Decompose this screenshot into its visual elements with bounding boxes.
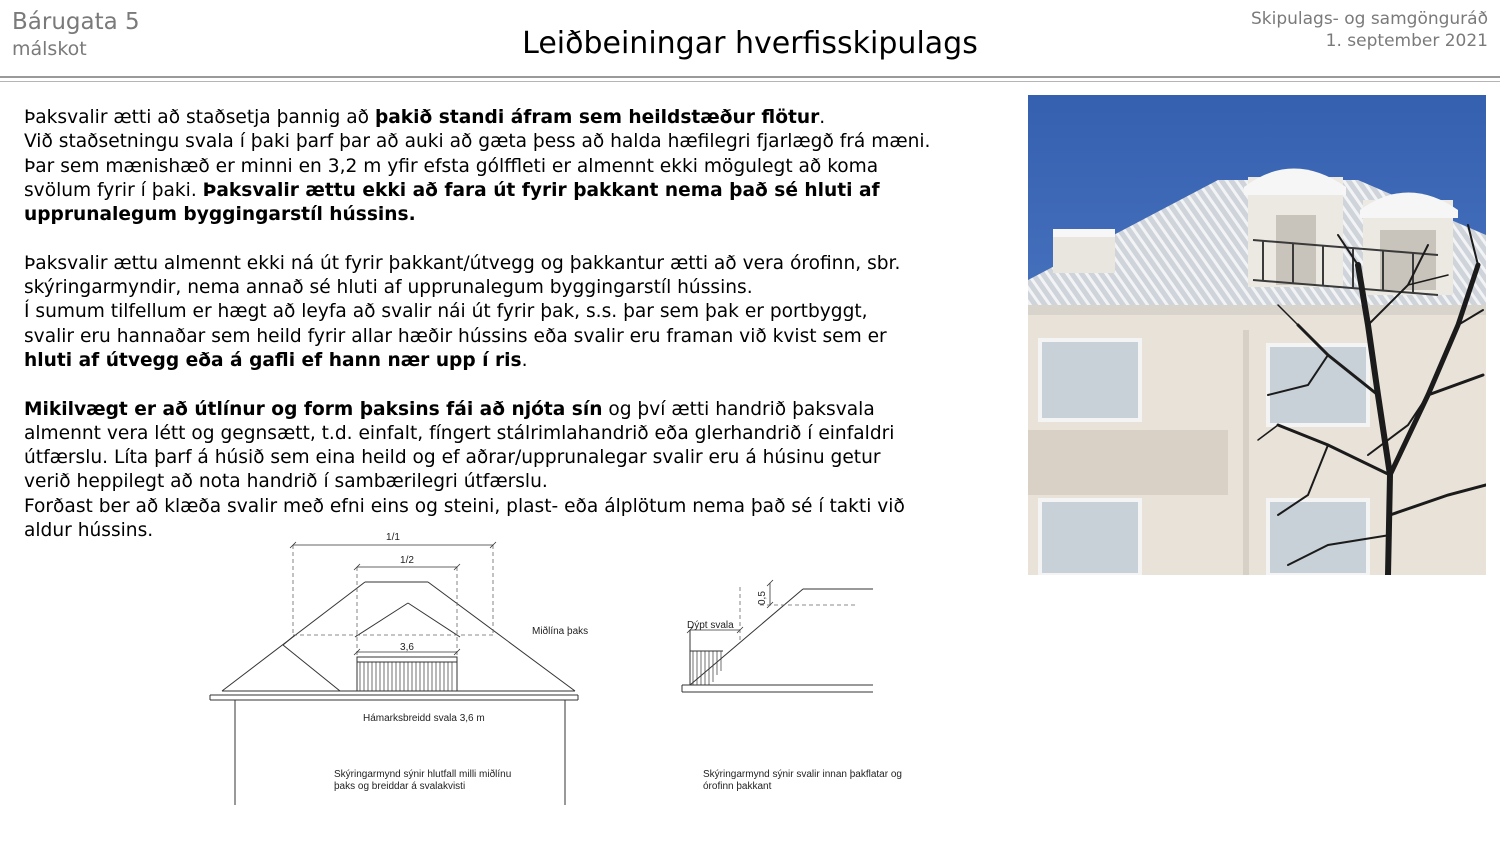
max-width-label: Hámarksbreidd svala 3,6 m: [363, 713, 485, 724]
org-name: Skipulags- og samgönguráð: [1250, 9, 1488, 29]
dim-width-label: 3,6: [400, 642, 414, 653]
address-subtitle: málskot: [12, 38, 87, 60]
text-run: .: [521, 349, 528, 371]
text-line: [24, 203, 1024, 227]
text-line: Þar sem mænishæð er minni en 3,2 m yfir efsta gólffleti er almennt ekki mögulegt að koma: [24, 155, 879, 177]
text-line: útfærslu. Líta þarf á húsið sem eina heild og ef aðrar/upprunalegar svalir eru á húsinu getur: [24, 447, 881, 469]
dimension-lines-left: [293, 545, 493, 657]
page-title: Leiðbeiningar hverfisskipulags: [522, 26, 978, 61]
midline-label: Miðlína þaks: [532, 626, 589, 637]
caption-left-line1: Skýringarmynd sýnir hlutfall milli miðlínu: [334, 769, 512, 780]
house-photo: [1028, 95, 1486, 575]
text-run: og því ætti handrið þaksvala: [602, 398, 875, 420]
roof-diagram: [200, 525, 960, 815]
text-line: Við staðsetningu svala í þaki þarf þar að auki að gæta þess að halda hæfilegri fjarlægð frá mæni.: [24, 131, 931, 153]
text-run: .: [819, 107, 826, 128]
dormer-left: [1053, 233, 1115, 273]
caption-right-line2: órofinn þakkant: [703, 781, 772, 792]
balcony-rails-left: [360, 662, 452, 691]
caption-left-line2: þaks og breiddar á svalakvisti: [334, 781, 466, 792]
text-line: [24, 349, 1024, 373]
text-line: [24, 398, 1024, 422]
depth-label: Dýpt svala: [687, 620, 734, 631]
tree-shadow: [1028, 430, 1228, 495]
text-line: [24, 106, 1024, 130]
text-line: skýringarmyndir, nema annað sé hluti af upprunalegum byggingarstíl hússins.: [24, 277, 753, 299]
header-rule-secondary: [0, 81, 1500, 82]
text-bold: Þaksvalir ættu ekki að fara út fyrir þakkant nema það sé hluti af: [202, 179, 880, 201]
header-rule: [0, 76, 1500, 78]
text-run: svölum fyrir í þaki.: [24, 179, 203, 201]
text-bold: upprunalegum byggingarstíl hússins.: [24, 204, 416, 226]
balcony-rails-right: [693, 651, 721, 685]
text-line: Forðast ber að klæða svalir með efni eins og steini, plast- eða álplötum nema það sé í takti við: [24, 495, 905, 517]
paragraph-1: [24, 106, 1024, 227]
caption-right-line1: Skýringarmynd sýnir svalir innan þakflatar og: [703, 769, 902, 780]
header-right: [1251, 8, 1488, 52]
doc-date: 1. september 2021: [1325, 31, 1488, 51]
paragraph-2: [24, 252, 1024, 373]
text-bold: þakið standi áfram sem heildstæður flötur: [374, 107, 820, 128]
right-section-drawing: [682, 589, 873, 692]
address-title: Bárugata 5: [12, 9, 140, 35]
text-line: verið heppilegt að nota handrið í sambærilegri útfærslu.: [24, 471, 548, 493]
window: [1040, 500, 1140, 575]
text-line: svalir eru hannaðar sem heild fyrir allar hæðir hússins eða svalir eru framan við kvist sem er: [24, 325, 887, 347]
text-bold: hluti af útvegg eða á gafli ef hann nær upp í ris: [24, 349, 522, 371]
window: [1040, 340, 1140, 420]
dim-full-label: 1/1: [386, 532, 400, 543]
offset-label: 0,5: [757, 591, 768, 605]
text-line: Þaksvalir ættu almennt ekki ná út fyrir þakkant/útvegg og þakkantur ætti að vera órofinn, sbr.: [24, 252, 901, 274]
window: [1268, 345, 1368, 425]
text-run: Þaksvalir ætti að staðsetja þannig að: [24, 107, 375, 128]
paragraph-3: [24, 398, 1024, 544]
dim-half-label: 1/2: [400, 555, 414, 566]
text-line: aldur hússins.: [24, 520, 154, 542]
body-text: [24, 106, 1024, 568]
text-line: [24, 179, 1024, 203]
text-line: Í sumum tilfellum er hægt að leyfa að svalir nái út fyrir þak, s.s. þar sem þak er portbyggt,: [24, 301, 868, 323]
text-bold: Mikilvægt er að útlínur og form þaksins fái að njóta sín: [24, 398, 603, 420]
text-line: almennt vera létt og gegnsætt, t.d. einfalt, fíngert stálrimlahandrið eða glerhandrið í einfaldri: [24, 422, 895, 444]
